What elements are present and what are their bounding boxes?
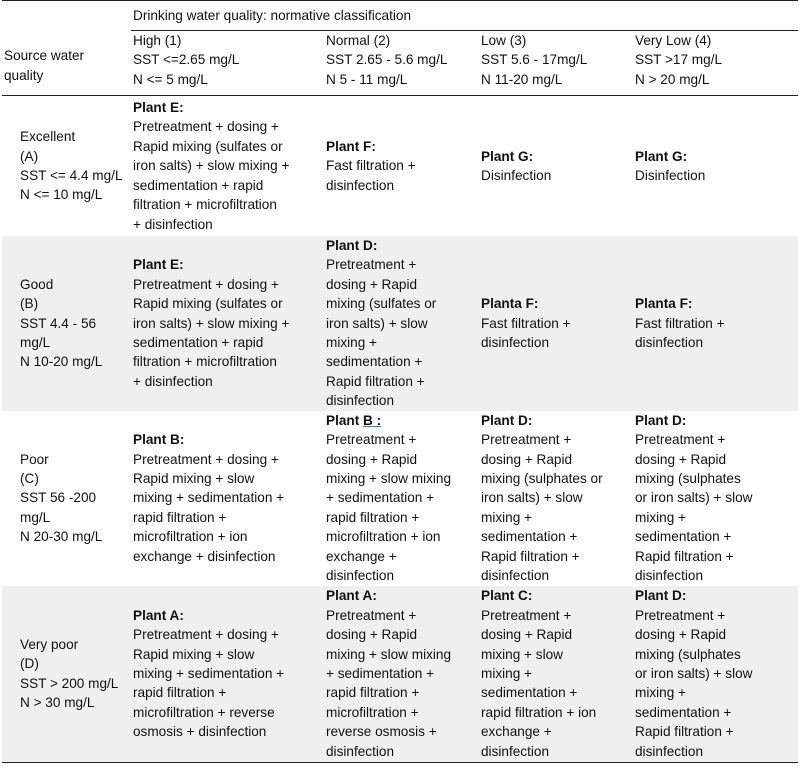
column-header-very-low: Very Low (4) SST >17 mg/L N > 20 mg/L	[633, 31, 798, 96]
plant-description-line: mixing + sedimentation +	[133, 490, 285, 506]
plant-description-line: microfiltration + ion	[133, 529, 248, 545]
row-excellent	[2, 96, 798, 237]
plant-description-line: mixing + slow	[481, 646, 563, 662]
plant-description-line: disinfection	[481, 335, 550, 351]
normative-classification-header: Drinking water quality: normative classification	[131, 1, 798, 31]
plant-description-line: microfiltration + reverse	[133, 704, 275, 720]
row-good	[2, 236, 798, 411]
plant-description-line: sedimentation +	[481, 685, 578, 701]
row-header-line: mg/L	[20, 335, 51, 351]
plant-description-line: Rapid mixing (sulfates or	[133, 138, 283, 154]
plant-name	[326, 411, 475, 430]
plant-description-line: Fast filtration +	[326, 158, 416, 174]
plant-cell	[131, 586, 324, 763]
plant-name: Planta F:	[481, 296, 539, 312]
row-header-line: N 10-20 mg/L	[20, 354, 103, 370]
plant-cell	[479, 411, 633, 586]
plant-description-line: disinfection	[635, 568, 704, 584]
plant-description-line: disinfection	[481, 568, 550, 584]
plant-description-line: osmosis + disinfection	[133, 724, 267, 740]
plant-description-line: disinfection	[326, 393, 395, 409]
plant-name-prefix: Plant	[326, 412, 364, 428]
plant-description-line: sedimentation + rapid	[133, 335, 264, 351]
row-header-line: N <= 10 mg/L	[20, 187, 103, 203]
plant-description-line: Disinfection	[481, 168, 552, 183]
plant-description-line: disinfection	[635, 743, 704, 759]
plant-description-line: rapid filtration +	[133, 685, 227, 701]
row-header-line: (B)	[20, 296, 39, 312]
plant-description-line: sedimentation + rapid	[133, 177, 264, 193]
plant-description-line: Rapid filtration +	[635, 724, 734, 740]
plant-description-line: Pretreatment + dosing +	[133, 119, 279, 135]
plant-description-line: + disinfection	[133, 216, 213, 232]
plant-description-line: rapid filtration +	[326, 509, 420, 525]
plant-cell	[131, 411, 324, 586]
plant-description-line: sedimentation +	[635, 529, 732, 545]
plant-description-line: sedimentation +	[481, 529, 578, 545]
plant-description-line: or iron salts) + slow	[635, 665, 753, 681]
plant-description-line: Disinfection	[635, 168, 706, 183]
plant-description-line: Fast filtration +	[635, 315, 725, 331]
plant-description-line: disinfection	[326, 743, 395, 759]
plant-description-line: + disinfection	[133, 373, 213, 389]
plant-description-line: iron salts) + slow	[481, 490, 583, 506]
plant-description-line: dosing + Rapid	[635, 627, 727, 643]
plant-description-line: + sedimentation +	[326, 490, 435, 506]
plant-description-line: mixing +	[326, 335, 377, 351]
plant-cell	[324, 411, 479, 586]
row-header	[2, 411, 131, 586]
row-header-line: N > 30 mg/L	[20, 695, 95, 711]
column-header-low: Low (3) SST 5.6 - 17mg/L N 11-20 mg/L	[479, 31, 633, 96]
plant-cell	[479, 96, 633, 237]
plant-description-line: filtration + microfiltration	[133, 197, 277, 213]
row-header-line: Poor	[20, 451, 49, 467]
plant-description-line: Pretreatment +	[481, 432, 572, 448]
plant-description-line: Pretreatment + dosing +	[133, 627, 279, 643]
plant-name: Plant G:	[635, 148, 688, 164]
plant-name: Plant E:	[133, 257, 184, 273]
plant-description-line: mixing (sulphates	[635, 646, 741, 662]
plant-description-line: Pretreatment +	[635, 432, 726, 448]
plant-description-line: exchange +	[326, 548, 397, 564]
plant-description-line: iron salts) + slow mixing +	[133, 158, 290, 174]
plant-description-line: mixing + slow mixing	[326, 471, 452, 487]
plant-description-line: iron salts) + slow mixing +	[133, 315, 290, 331]
plant-description-line: dosing + Rapid	[481, 451, 573, 467]
plant-description-line: Pretreatment +	[326, 432, 417, 448]
plant-description-line: + sedimentation +	[326, 665, 435, 681]
row-header-line: SST 4.4 - 56	[20, 315, 97, 331]
plant-name: Plant D:	[635, 588, 687, 604]
plant-cell	[131, 96, 324, 237]
plant-description-line: Pretreatment +	[635, 607, 726, 623]
row-header	[2, 236, 131, 411]
plant-description-line: rapid filtration + ion	[481, 704, 597, 720]
plant-description-line: disinfection	[326, 568, 395, 584]
plant-name: Plant B:	[133, 432, 185, 448]
column-header-normal: Normal (2) SST 2.65 - 5.6 mg/L N 5 - 11 mg/L	[324, 31, 479, 96]
plant-description-line: dosing + Rapid	[326, 627, 418, 643]
plant-description-line: mixing + sedimentation +	[133, 665, 285, 681]
row-header-line: SST > 200 mg/L	[20, 675, 119, 691]
plant-cell	[324, 96, 479, 237]
plant-cell	[633, 96, 798, 237]
row-header	[2, 586, 131, 763]
plant-description-line: mixing (sulphates	[635, 471, 741, 487]
plant-cell	[633, 586, 798, 763]
plant-description-line: Pretreatment +	[481, 607, 572, 623]
plant-description-line: sedimentation +	[326, 354, 423, 370]
plant-description-line: Rapid filtration +	[326, 373, 425, 389]
plant-description-line: Rapid filtration +	[635, 548, 734, 564]
plant-description-line: or iron salts) + slow	[635, 490, 753, 506]
treatment-plant-table	[2, 0, 798, 763]
plant-description-line: disinfection	[481, 743, 550, 759]
plant-name: Plant C:	[481, 588, 533, 604]
row-header-line: SST <= 4.4 mg/L	[20, 168, 123, 183]
column-header-high: High (1) SST <=2.65 mg/L N <= 5 mg/L	[131, 31, 324, 96]
row-header-line: mg/L	[20, 509, 51, 525]
plant-description-line: mixing +	[635, 685, 686, 701]
plant-description-line: Rapid mixing (sulfates or	[133, 296, 283, 312]
plant-description-line: Pretreatment + dosing +	[133, 276, 279, 292]
plant-description-line: dosing + Rapid	[635, 451, 727, 467]
plant-description-line: filtration + microfiltration	[133, 354, 277, 370]
row-header-line: Very poor	[20, 636, 79, 652]
row-header-line: Excellent	[20, 129, 76, 145]
plant-description-line: exchange + disinfection	[133, 548, 276, 564]
row-header-line: (C)	[20, 471, 39, 487]
plant-cell	[479, 586, 633, 763]
plant-description-line: dosing + Rapid	[326, 276, 418, 292]
plant-description-line: Fast filtration +	[481, 315, 571, 331]
plant-description-line: mixing + slow mixing	[326, 646, 452, 662]
plant-description-line: mixing (sulphates or	[481, 471, 603, 487]
plant-description-line: rapid filtration +	[326, 685, 420, 701]
plant-cell	[324, 586, 479, 763]
row-very-poor	[2, 586, 798, 763]
row-header-line: (A)	[20, 148, 39, 164]
row-poor	[2, 411, 798, 586]
plant-name: Plant A:	[326, 588, 377, 604]
plant-cell	[131, 236, 324, 411]
plant-name-underlined: B :	[363, 412, 382, 428]
plant-description-line: mixing (sulfates or	[326, 296, 437, 312]
row-header-line: N 20-30 mg/L	[20, 529, 103, 545]
row-header-line: Good	[20, 276, 54, 292]
plant-description-line: Pretreatment +	[326, 607, 417, 623]
plant-description-line: Rapid mixing + slow	[133, 646, 255, 662]
plant-description-line: iron salts) + slow	[326, 315, 428, 331]
plant-cell	[479, 236, 633, 411]
plant-description-line: rapid filtration +	[133, 509, 227, 525]
plant-description-line: Rapid mixing + slow	[133, 471, 255, 487]
plant-name: Plant G:	[481, 148, 534, 164]
plant-name: Plant D:	[481, 412, 533, 428]
row-header	[2, 96, 131, 237]
plant-name: Plant D:	[635, 412, 687, 428]
plant-description-line: Rapid filtration +	[481, 548, 580, 564]
plant-description-line: Pretreatment + dosing +	[133, 451, 279, 467]
plant-name: Plant F:	[326, 138, 376, 154]
plant-description-line: reverse osmosis +	[326, 724, 437, 740]
plant-name: Planta F:	[635, 296, 693, 312]
plant-description-line: disinfection	[326, 177, 395, 193]
plant-description-line: microfiltration +	[326, 704, 419, 720]
row-header-line: (D)	[20, 656, 39, 672]
plant-name: Plant A:	[133, 607, 184, 623]
plant-cell	[324, 236, 479, 411]
plant-description-line: dosing + Rapid	[481, 627, 573, 643]
plant-name: Plant D:	[326, 238, 378, 253]
plant-description-line: mixing +	[635, 509, 686, 525]
row-header-line: SST 56 -200	[20, 490, 97, 506]
plant-description-line: dosing + Rapid	[326, 451, 418, 467]
plant-description-line: exchange +	[481, 724, 552, 740]
plant-name: Plant E:	[133, 100, 184, 116]
source-quality-header: Source water quality	[2, 1, 131, 96]
plant-description-line: disinfection	[635, 335, 704, 351]
plant-description-line: microfiltration + ion	[326, 529, 441, 545]
plant-cell	[633, 411, 798, 586]
plant-description-line: mixing +	[481, 509, 532, 525]
plant-cell	[633, 236, 798, 411]
plant-description-line: sedimentation +	[635, 704, 732, 720]
plant-description-line: mixing +	[481, 665, 532, 681]
plant-description-line: Pretreatment +	[326, 257, 417, 273]
